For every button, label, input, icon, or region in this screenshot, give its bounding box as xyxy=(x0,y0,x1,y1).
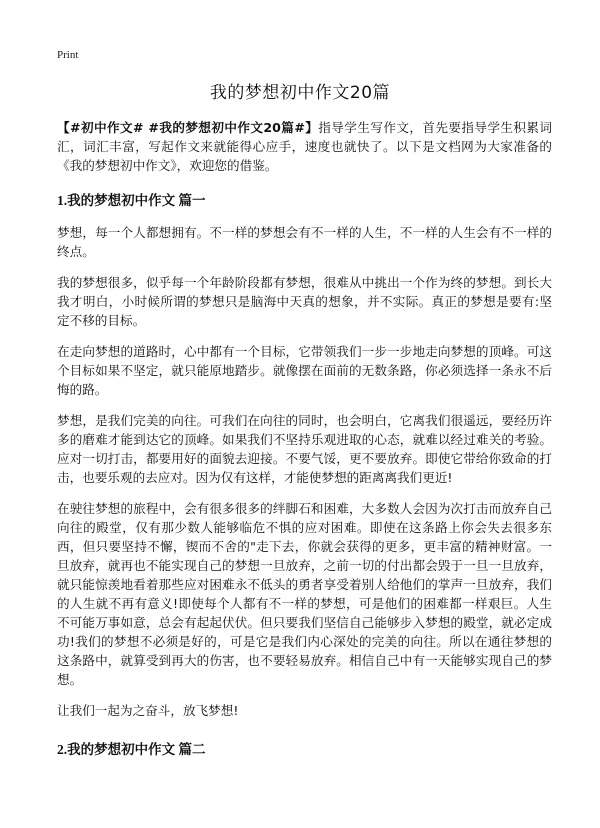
intro-text: 指导学生写作文，首先要指导学生积累词汇，词汇丰富，写起作文来就能得心应手，速度也就快了。以下是文档网为大家准备的《我的梦想初中作文》，欢迎您的借鉴。 xyxy=(57,120,553,173)
page-title: 我的梦想初中作文20篇 xyxy=(209,83,391,103)
print-label: Print xyxy=(57,49,79,61)
intro-tag: 【#初中作文# #我的梦想初中作文20篇#】 xyxy=(57,120,319,135)
paragraph: 我的梦想很多，似乎每一个年龄阶段都有梦想，很难从中挑出一个作为终的梦想。到长大我才明白，小时候所谓的梦想只是脑海中天真的想象，并不实际。真正的梦想是要有:坚定不移的目标。 xyxy=(57,275,552,328)
paragraph: 梦想，是我们完美的向往。可我们在向往的同时，也会明白，它离我们很遥远，要经历许多的磨难才能到达它的顶峰。如果我们不坚持乐观进取的心态，就难以经过难关的考验。应对一切打击，都要用好的面貌去迎接。不要气馁，更不要放弃。即使它带给你致命的打击，也要乐观的去应对。因为仅有这样，才能使梦想的距离离我们更近! xyxy=(57,413,552,485)
section-heading-1: 1.我的梦想初中作文 篇一 xyxy=(57,193,206,208)
document-body xyxy=(57,118,552,772)
paragraph: 在走向梦想的道路时，心中都有一个目标，它带领我们一步一步地走向梦想的顶峰。可这个目标如果不坚定，就只能原地踏步。就像摆在面前的无数条路，你必须选择一条永不后悔的路。 xyxy=(57,344,552,397)
intro-paragraph xyxy=(57,118,552,175)
paragraph: 让我们一起为之奋斗，放飞梦想! xyxy=(57,703,239,718)
section-heading-2: 2.我的梦想初中作文 篇二 xyxy=(57,742,206,757)
paragraph: 梦想，每一个人都想拥有。不一样的梦想会有不一样的人生，不一样的人生会有不一样的终点。 xyxy=(57,225,552,259)
paragraph: 在驶往梦想的旅程中，会有很多很多的绊脚石和困难，大多数人会因为次打击而放弃自己向往的殿堂，仅有那少数人能够临危不惧的应对困难。即使在这条路上你会失去很多东西，但只要坚持不懈，锲而不舍的"走下去，你就会获得的更多，更丰富的精神财富。一旦放弃，就再也不能实现自己的梦想一旦放弃，之前一切的付出都会毁于一旦一旦放弃，就只能惊羡地看着那些应对困难永不低头的勇者享受着别人给他们的掌声一旦放弃，我们的人生就不再有意义!即使每个人都有不一样的梦想，可是他们的困难都一样艰巨。人生不可能万事如意，总会有起起伏伏。但只要我们坚信自己能够步入梦想的殿堂，就必定成功!我们的梦想不必须是好的，可是它是我们内心深处的完美的向往。所以在通往梦想的这条路中，就算受到再大的伤害，也不要轻易放弃。相信自己中有一天能够实现自己的梦想。 xyxy=(57,501,552,687)
